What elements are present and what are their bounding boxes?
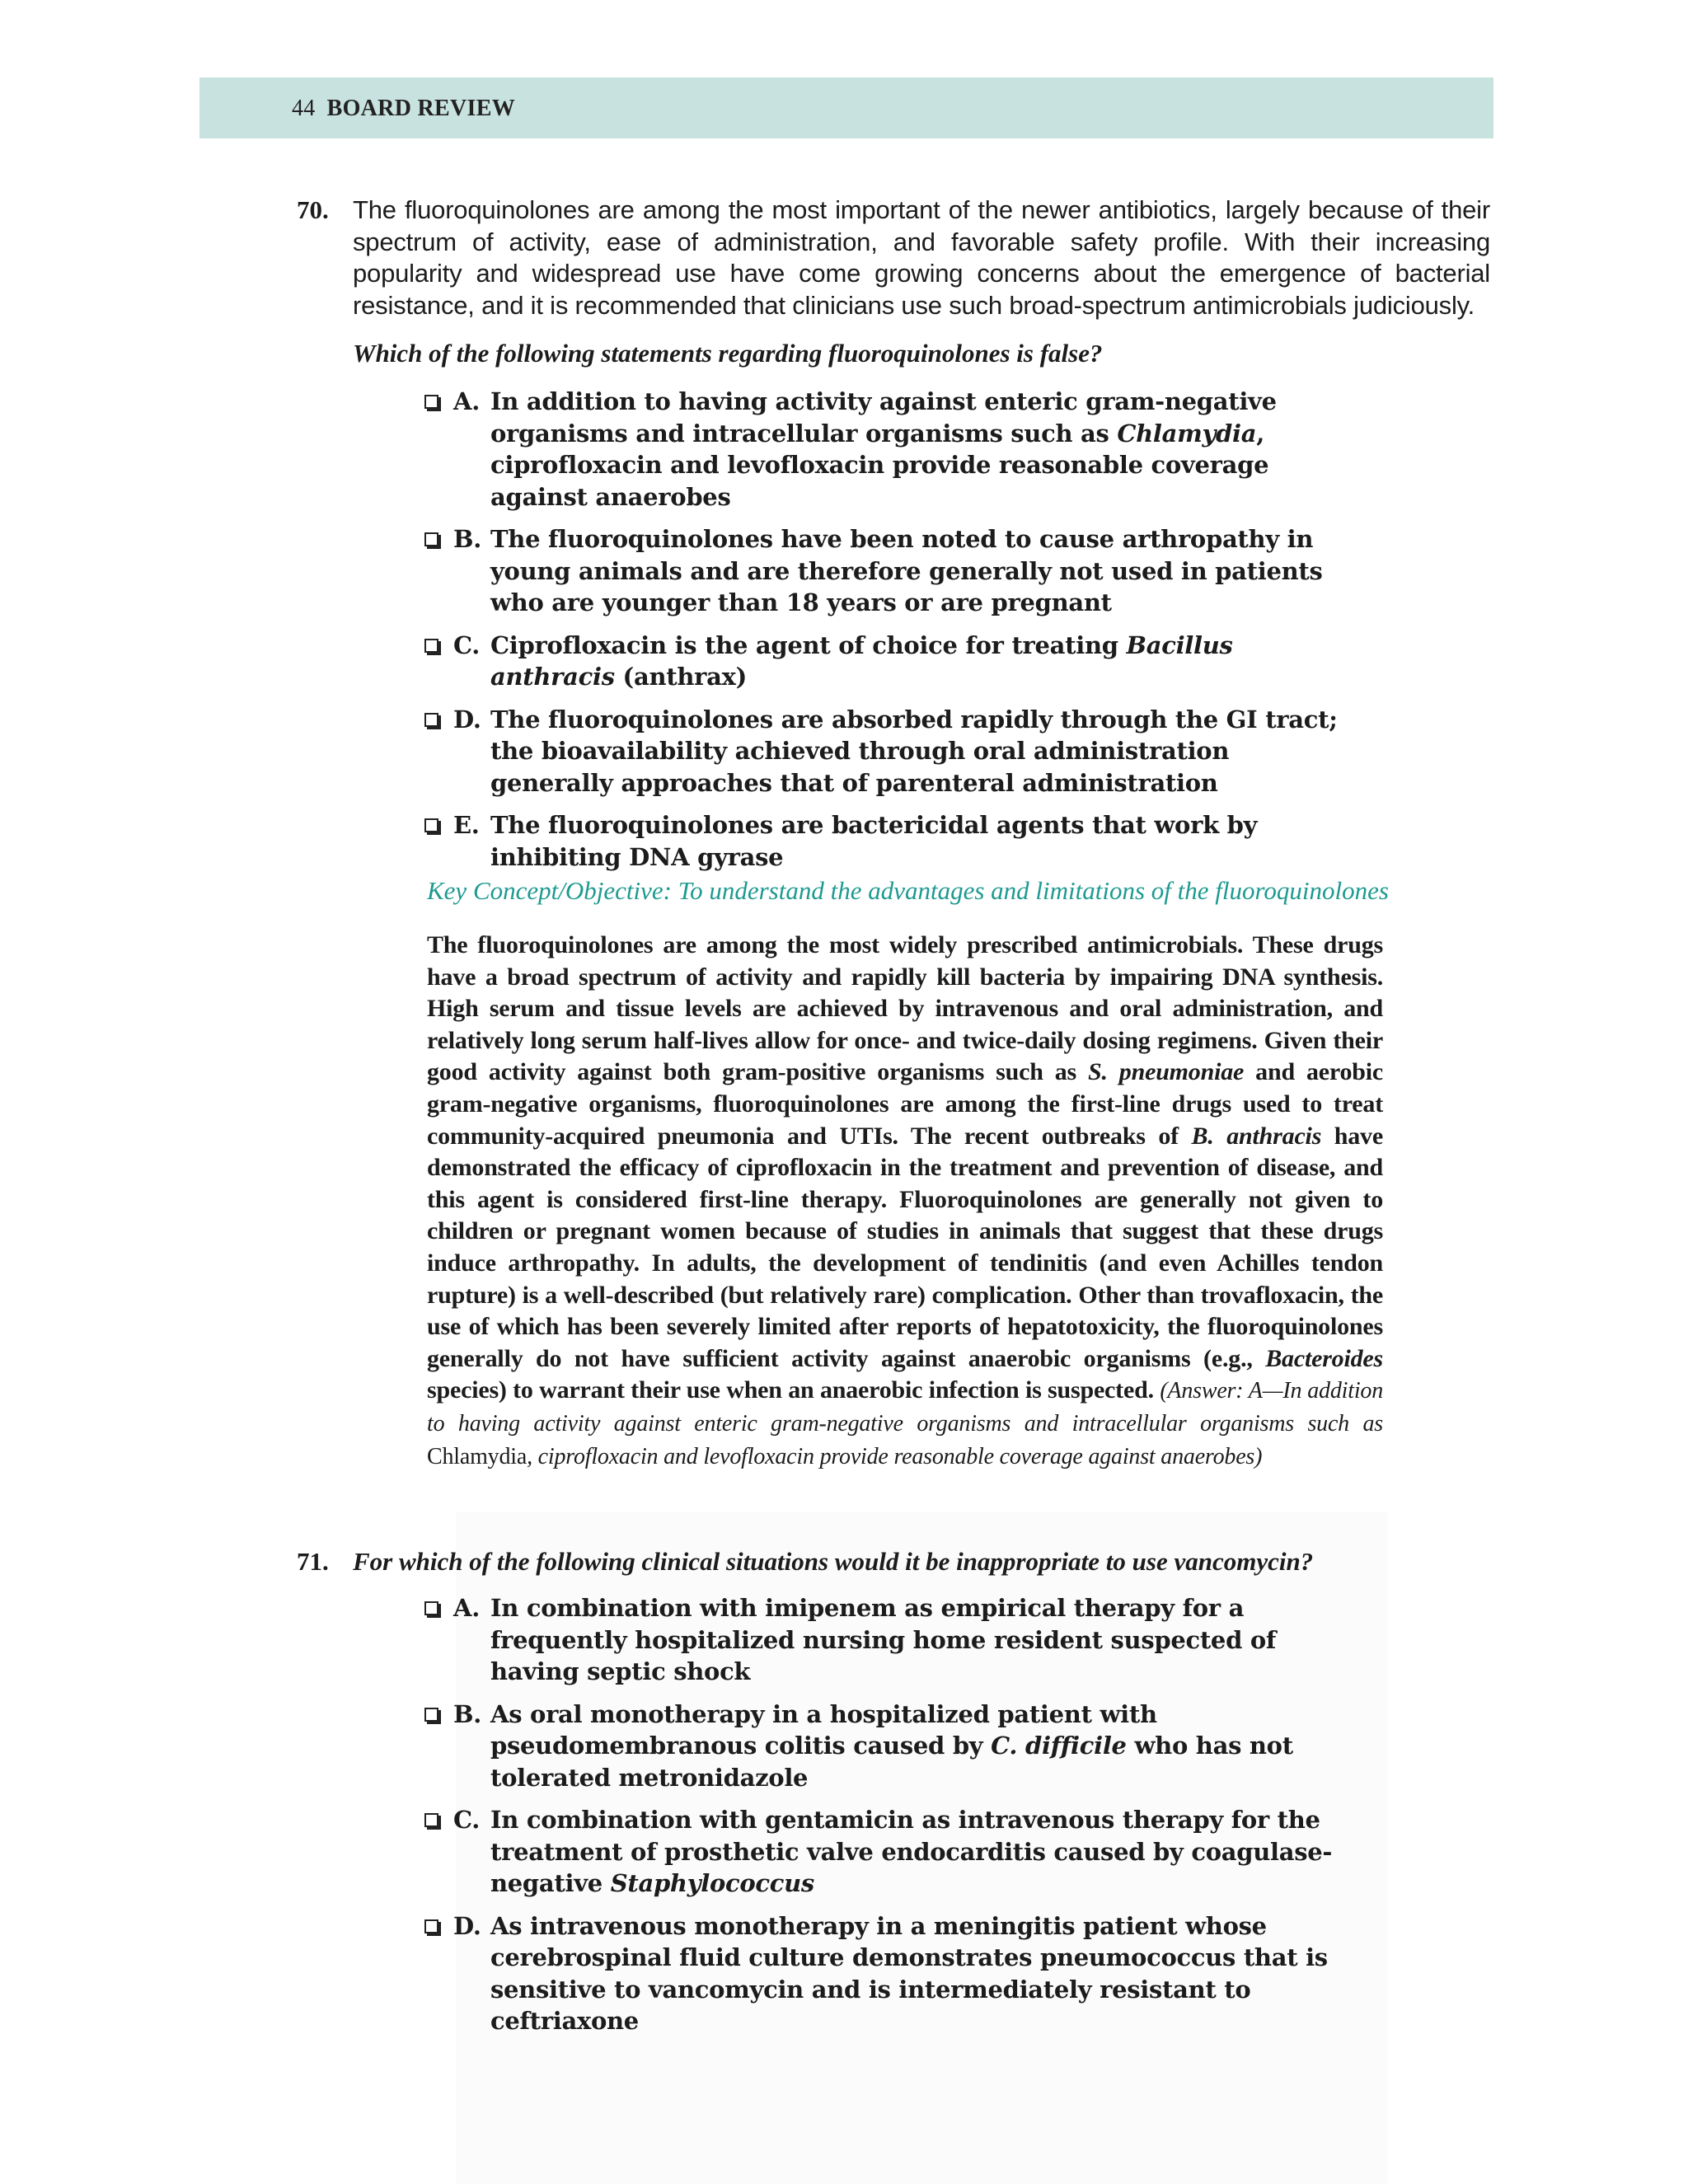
- checkbox-icon[interactable]: [424, 1708, 438, 1722]
- checkbox-icon[interactable]: [424, 713, 438, 727]
- option-text: In combination with gentamicin as intravenous therapy for the treatment of prosthetic valve endocarditis caused by coagulase-negative Staphylococcus: [490, 1806, 1333, 1897]
- checkbox-icon[interactable]: [424, 532, 438, 546]
- option-letter: B.: [453, 1699, 482, 1728]
- checkbox-icon[interactable]: [424, 1813, 438, 1827]
- answer-note: (Answer: A—In addition to having activity against enteric gram-negative organisms and intracellular organisms such as Chlamydia, ciprofloxacin and levofloxacin provide reasonable coverage against anaerobes): [427, 1378, 1383, 1469]
- checkbox-icon[interactable]: [424, 395, 438, 409]
- option-text: The fluoroquinolones are absorbed rapidly through the GI tract; the bioavailability achieved through oral administration generally approaches that of parenteral administration: [490, 705, 1338, 797]
- page-number: 44: [292, 96, 316, 121]
- option-c[interactable]: [424, 1804, 1348, 1900]
- option-c[interactable]: [424, 630, 1348, 693]
- question-number: 71.: [297, 1547, 329, 1576]
- option-a[interactable]: [424, 1592, 1348, 1688]
- option-text: Ciprofloxacin is the agent of choice for treating Bacillus anthracis (anthrax): [490, 630, 1233, 691]
- explanation: The fluoroquinolones are among the most widely prescribed antimicrobials. These drugs have a broad spectrum of activity and rapidly kill bacteria by impairing DNA synthesis. High serum and tissue levels are achieved by intravenous and oral administration, and relatively long serum half-lives allow for once- and twice-daily dosing regimens. Given their good activity against both gram-positive organisms such as S. pneumoniae and aerobic gram-negative organisms, fluoroquinolones are among the first-line drugs used to treat community-acquired pneumonia and UTIs. The recent outbreaks of B. anthracis have demonstrated the efficacy of ciprofloxacin in the treatment and prevention of disease, and this agent is considered first-line therapy. Fluoroquinolones are generally not given to children or pregnant women because of studies in animals that suggest that these drugs induce arthropathy. In adults, the development of tendinitis (and even Achilles tendon rupture) is a well-described (but relatively rare) complication. Other than trovafloxacin, the use of which has been severely limited after reports of hepatotoxicity, the fluoroquinolones generally do not have sufficient activity against anaerobic organisms (e.g., Bacteroides species) to warrant their use when an anaerobic infection is suspected. (Answer: A—In addition to having activity against enteric gram-negative organisms and intracellular organisms such as Chlamydia, ciprofloxacin and levofloxacin provide reasonable coverage against anaerobes): [427, 931, 1383, 1469]
- option-text: The fluoroquinolones are bactericidal agents that work by inhibiting DNA gyrase: [490, 811, 1258, 871]
- option-text: The fluoroquinolones have been noted to cause arthropathy in young animals and are therefore generally not used in patients who are younger than 18 years or are pregnant: [490, 525, 1323, 616]
- option-letter: B.: [453, 525, 482, 553]
- option-letter: C.: [453, 1806, 481, 1834]
- answer-options: [424, 386, 1348, 883]
- checkbox-icon[interactable]: [424, 1601, 438, 1615]
- checkbox-icon[interactable]: [424, 639, 438, 653]
- option-text: As intravenous monotherapy in a meningitis patient whose cerebrospinal fluid culture demonstrates pneumococcus that is sensitive to vancomycin and is intermediately resistant to ceftriaxone: [490, 1911, 1328, 2035]
- question-prompt: For which of the following clinical situations would it be inappropriate to use vancomycin?: [353, 1547, 1314, 1576]
- checkbox-icon[interactable]: [424, 818, 438, 832]
- option-text: As oral monotherapy in a hospitalized patient with pseudomembranous colitis caused by C. difficile who has not tolerated metronidazole: [490, 1699, 1293, 1792]
- option-letter: D.: [453, 705, 481, 733]
- option-b[interactable]: [424, 523, 1348, 619]
- section-title: BOARD REVIEW: [326, 96, 516, 121]
- key-concept: Key Concept/Objective: To understand the advantages and limitations of the fluoroquinolones: [427, 876, 1389, 905]
- option-text: In addition to having activity against enteric gram-negative organisms and intracellular organisms such as Chlamydia, ciprofloxacin and levofloxacin provide reasonable coverage against anaerobes: [490, 387, 1277, 511]
- option-b[interactable]: [424, 1699, 1348, 1794]
- option-letter: E.: [453, 811, 480, 839]
- answer-options: [424, 1592, 1348, 2048]
- question-number: 70.: [297, 195, 329, 224]
- option-d[interactable]: [424, 704, 1348, 799]
- option-letter: C.: [453, 630, 481, 659]
- option-d[interactable]: [424, 1910, 1348, 2037]
- running-header: [199, 77, 1493, 138]
- option-letter: A.: [453, 1594, 480, 1622]
- header-text: [292, 96, 515, 122]
- option-letter: A.: [453, 387, 480, 415]
- option-text: In combination with imipenem as empirical therapy for a frequently hospitalized nursing home resident suspected of having septic shock: [490, 1594, 1277, 1685]
- option-a[interactable]: [424, 386, 1348, 513]
- question-prompt: Which of the following statements regarding fluoroquinolones is false?: [353, 339, 1103, 368]
- question-stem: The fluoroquinolones are among the most important of the newer antibiotics, largely because of their spectrum of activity, ease of administration, and favorable safety profile. With their increasing popularity and widespread use have come growing concerns about the emergence of bacterial resistance, and it is recommended that clinicians use such broad-spectrum antimicrobials judiciously.: [353, 195, 1490, 320]
- option-letter: D.: [453, 1911, 481, 1940]
- checkbox-icon[interactable]: [424, 1919, 438, 1933]
- option-e[interactable]: [424, 809, 1348, 873]
